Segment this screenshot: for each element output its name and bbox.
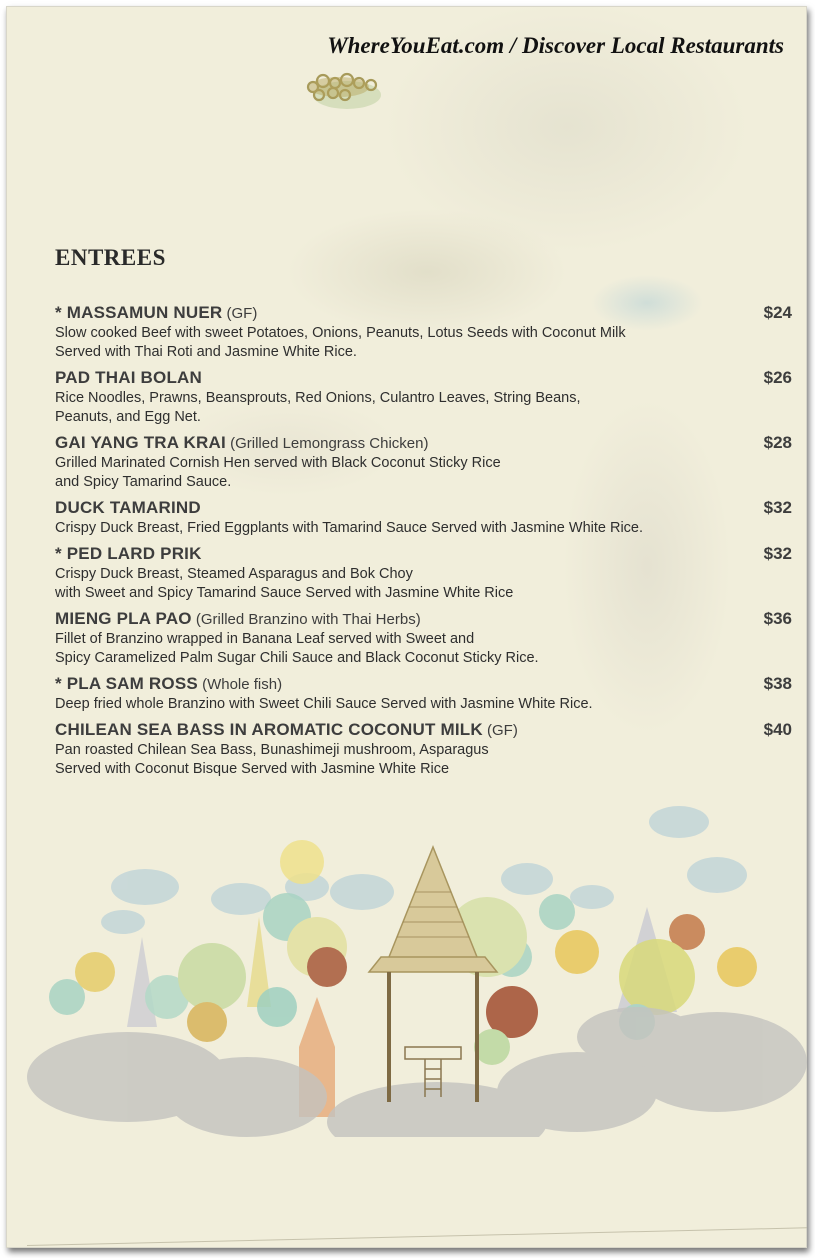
item-name: MIENG PLA PAO: [55, 609, 192, 628]
item-note: (Grilled Branzino with Thai Herbs): [191, 611, 421, 628]
item-price: $40: [763, 720, 792, 739]
menu-item: [55, 544, 795, 603]
item-description: Peanuts, and Egg Net.: [55, 409, 201, 425]
item-description: Fillet of Branzino wrapped in Banana Leaf served with Sweet and: [55, 631, 475, 647]
menu-item: [55, 674, 795, 714]
menu-item: [55, 720, 795, 779]
menu-list: [55, 303, 795, 785]
item-price: $32: [763, 498, 792, 517]
item-description: Slow cooked Beef with sweet Potatoes, Onions, Peanuts, Lotus Seeds with Coconut Milk: [55, 325, 626, 341]
item-note: (Whole fish): [197, 676, 283, 693]
item-description: Crispy Duck Breast, Steamed Asparagus and Bok Choy: [55, 566, 413, 582]
item-name: DUCK TAMARIND: [55, 498, 201, 517]
item-name: * PLA SAM ROSS: [55, 674, 198, 693]
item-name: GAI YANG TRA KRAI: [55, 433, 226, 452]
item-note: (GF): [222, 305, 258, 322]
item-description: with Sweet and Spicy Tamarind Sauce Served with Jasmine White Rice: [55, 585, 514, 601]
item-description: Crispy Duck Breast, Fried Eggplants with Tamarind Sauce Served with Jasmine White Rice.: [55, 520, 644, 536]
item-name: * MASSAMUN NUER: [55, 303, 223, 322]
item-description: Served with Coconut Bisque Served with Jasmine White Rice: [55, 761, 450, 777]
menu-item: [55, 498, 795, 538]
item-description: Served with Thai Roti and Jasmine White Rice.: [55, 344, 357, 360]
item-note: (GF): [482, 722, 518, 739]
item-name: * PED LARD PRIK: [55, 544, 202, 563]
item-price: $24: [763, 303, 792, 322]
item-name: CHILEAN SEA BASS IN AROMATIC COCONUT MILK: [55, 720, 483, 739]
item-note: (Grilled Lemongrass Chicken): [225, 435, 429, 452]
item-description: Rice Noodles, Prawns, Beansprouts, Red Onions, Culantro Leaves, String Beans,: [55, 390, 581, 406]
item-description: Pan roasted Chilean Sea Bass, Bunashimeji mushroom, Asparagus: [55, 742, 489, 758]
item-price: $38: [763, 674, 792, 693]
menu-item: [55, 303, 795, 362]
menu-item: [55, 433, 795, 492]
item-price: $36: [763, 609, 792, 628]
item-price: $28: [763, 433, 792, 452]
menu-item: [55, 368, 795, 427]
item-description: Deep fried whole Branzino with Sweet Chili Sauce Served with Jasmine White Rice.: [55, 696, 593, 712]
cloud-ornament-icon: [299, 71, 389, 111]
watermark: WhereYouEat.com / Discover Local Restaurants: [327, 33, 784, 58]
item-price: $26: [763, 368, 792, 387]
menu-page: [6, 6, 807, 1248]
item-name: PAD THAI BOLAN: [55, 368, 202, 387]
item-price: $32: [763, 544, 792, 563]
item-description: and Spicy Tamarind Sauce.: [55, 474, 232, 490]
section-title: ENTREES: [55, 245, 166, 270]
item-description: Spicy Caramelized Palm Sugar Chili Sauce and Black Coconut Sticky Rice.: [55, 650, 539, 666]
item-description: Grilled Marinated Cornish Hen served with Black Coconut Sticky Rice: [55, 455, 501, 471]
thai-pavilion-illustration: [17, 797, 807, 1137]
page-fold-line: [27, 1227, 807, 1246]
menu-item: [55, 609, 795, 668]
